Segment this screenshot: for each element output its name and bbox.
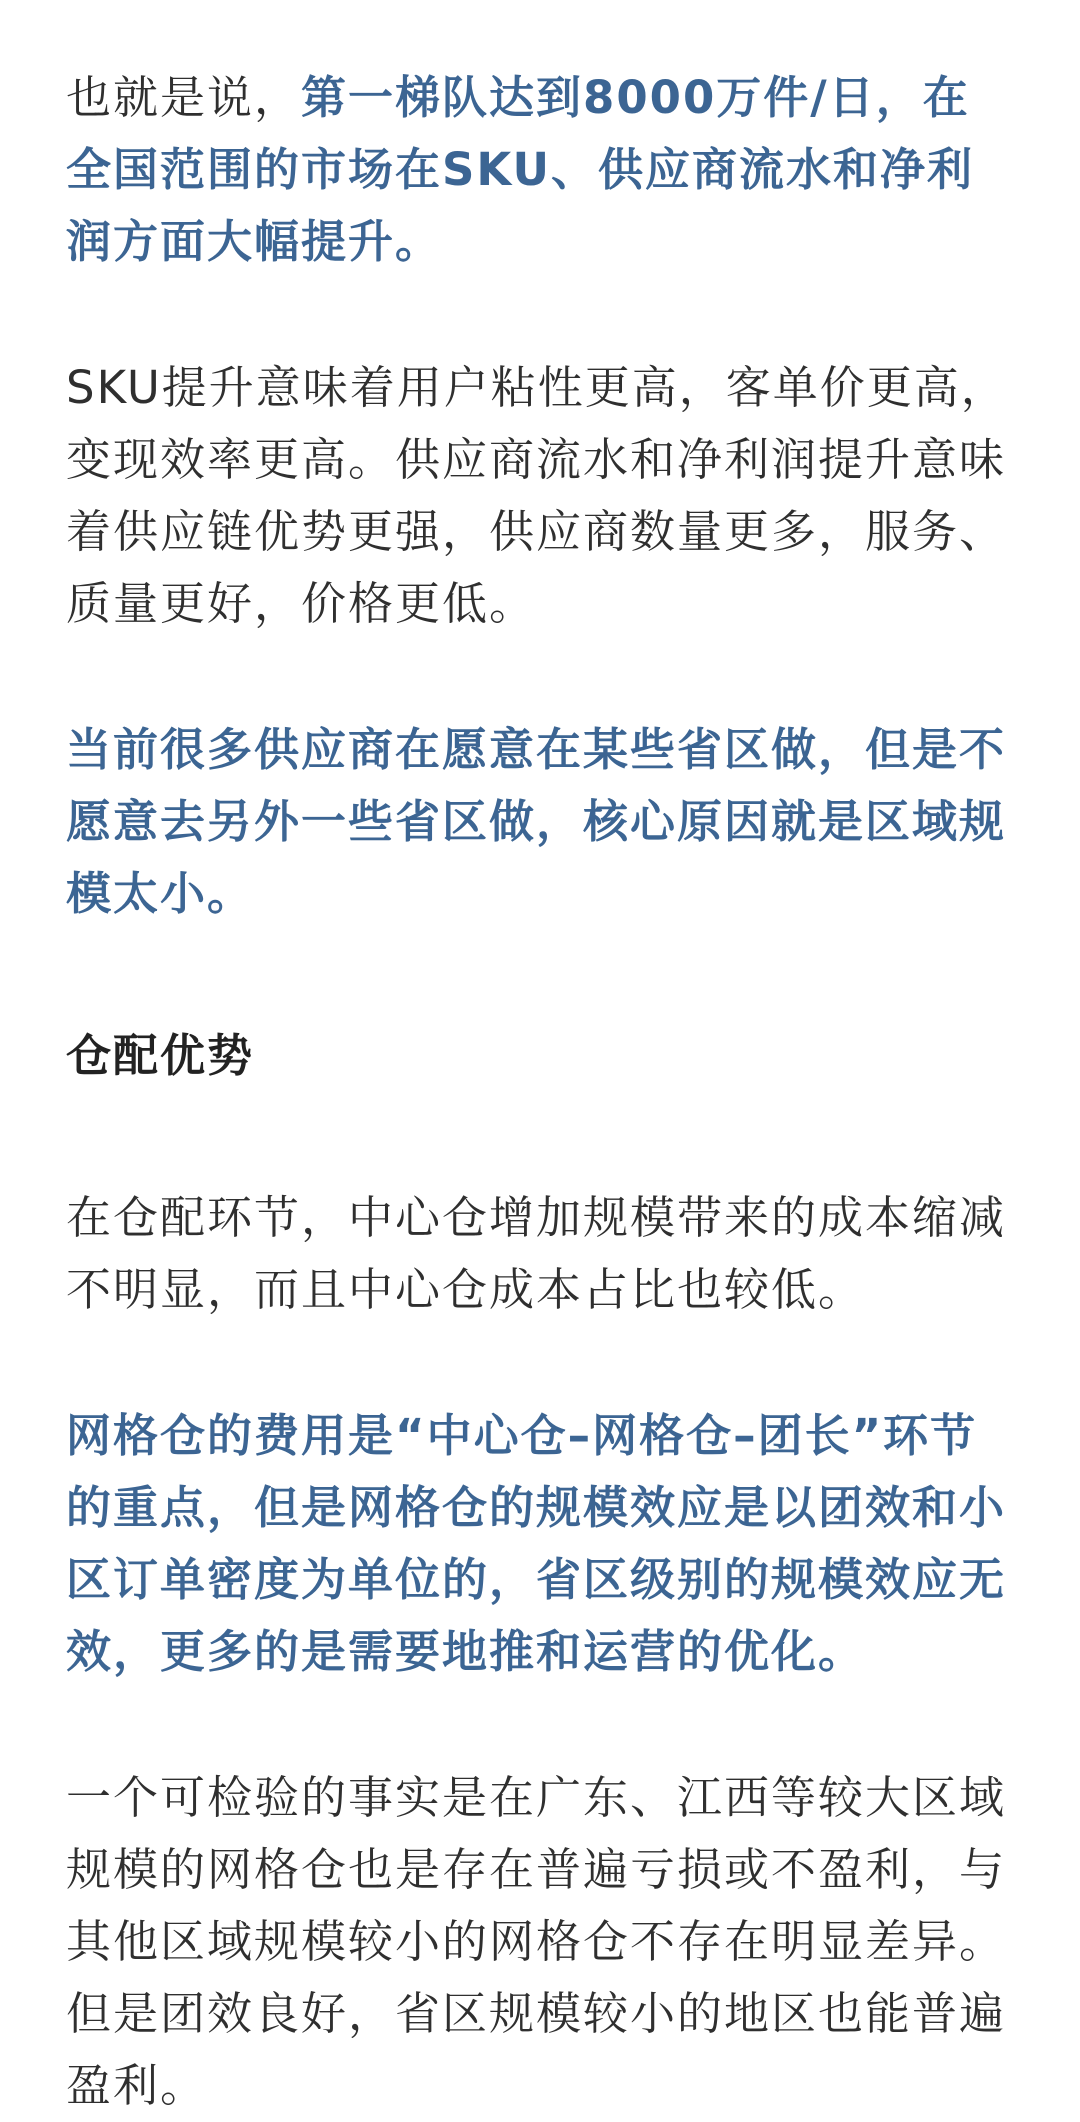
paragraph-spacer [66, 1092, 1014, 1182]
paragraph-grid-warehouse: 网格仓的费用是“中心仓–网格仓–团长”环节的重点，但是网格仓的规模效应是以团效和小区订单密度为单位的，省区级别的规模效应无效，更多的是需要地推和运营的优化。 [66, 1409, 1007, 1678]
paragraph-supplier-regions: 当前很多供应商在愿意在某些省区做，但是不愿意去另外一些省区做，核心原因就是区域规模太小。 [66, 723, 1007, 920]
highlighted-text: 第一梯队达到8000万件/日，在全国范围的市场在SKU、供应商流水和净利润方面大幅提升。 [66, 71, 975, 268]
paragraph-verifiable-fact: 一个可检验的事实是在广东、江西等较大区域规模的网格仓也是存在普遍亏损或不盈利，与其他区域规模较小的网格仓不存在明显差异。但是团效良好，省区规模较小的地区也能普遍盈利。 [66, 1771, 1007, 2112]
paragraph-lead-text: 也就是说， [66, 71, 302, 124]
paragraph-spacer [66, 930, 1014, 1020]
paragraph-sku-benefits: SKU提升意味着用户粘性更高，客单价更高，变现效率更高。供应商流水和净利润提升意味着供应链优势更强，供应商数量更多，服务、质量更好，价格更低。 [66, 361, 1008, 630]
article-body [66, 62, 1014, 2122]
paragraph-central-warehouse: 在仓配环节，中心仓增加规模带来的成本缩减不明显，而且中心仓成本占比也较低。 [66, 1191, 1007, 1316]
paragraph-spacer [66, 1326, 1014, 1400]
section-heading: 仓配优势 [66, 1029, 255, 1082]
paragraph-spacer [66, 640, 1014, 714]
paragraph-spacer [66, 1688, 1014, 1762]
paragraph-scale-summary [66, 62, 1014, 278]
paragraph-spacer [66, 278, 1014, 352]
